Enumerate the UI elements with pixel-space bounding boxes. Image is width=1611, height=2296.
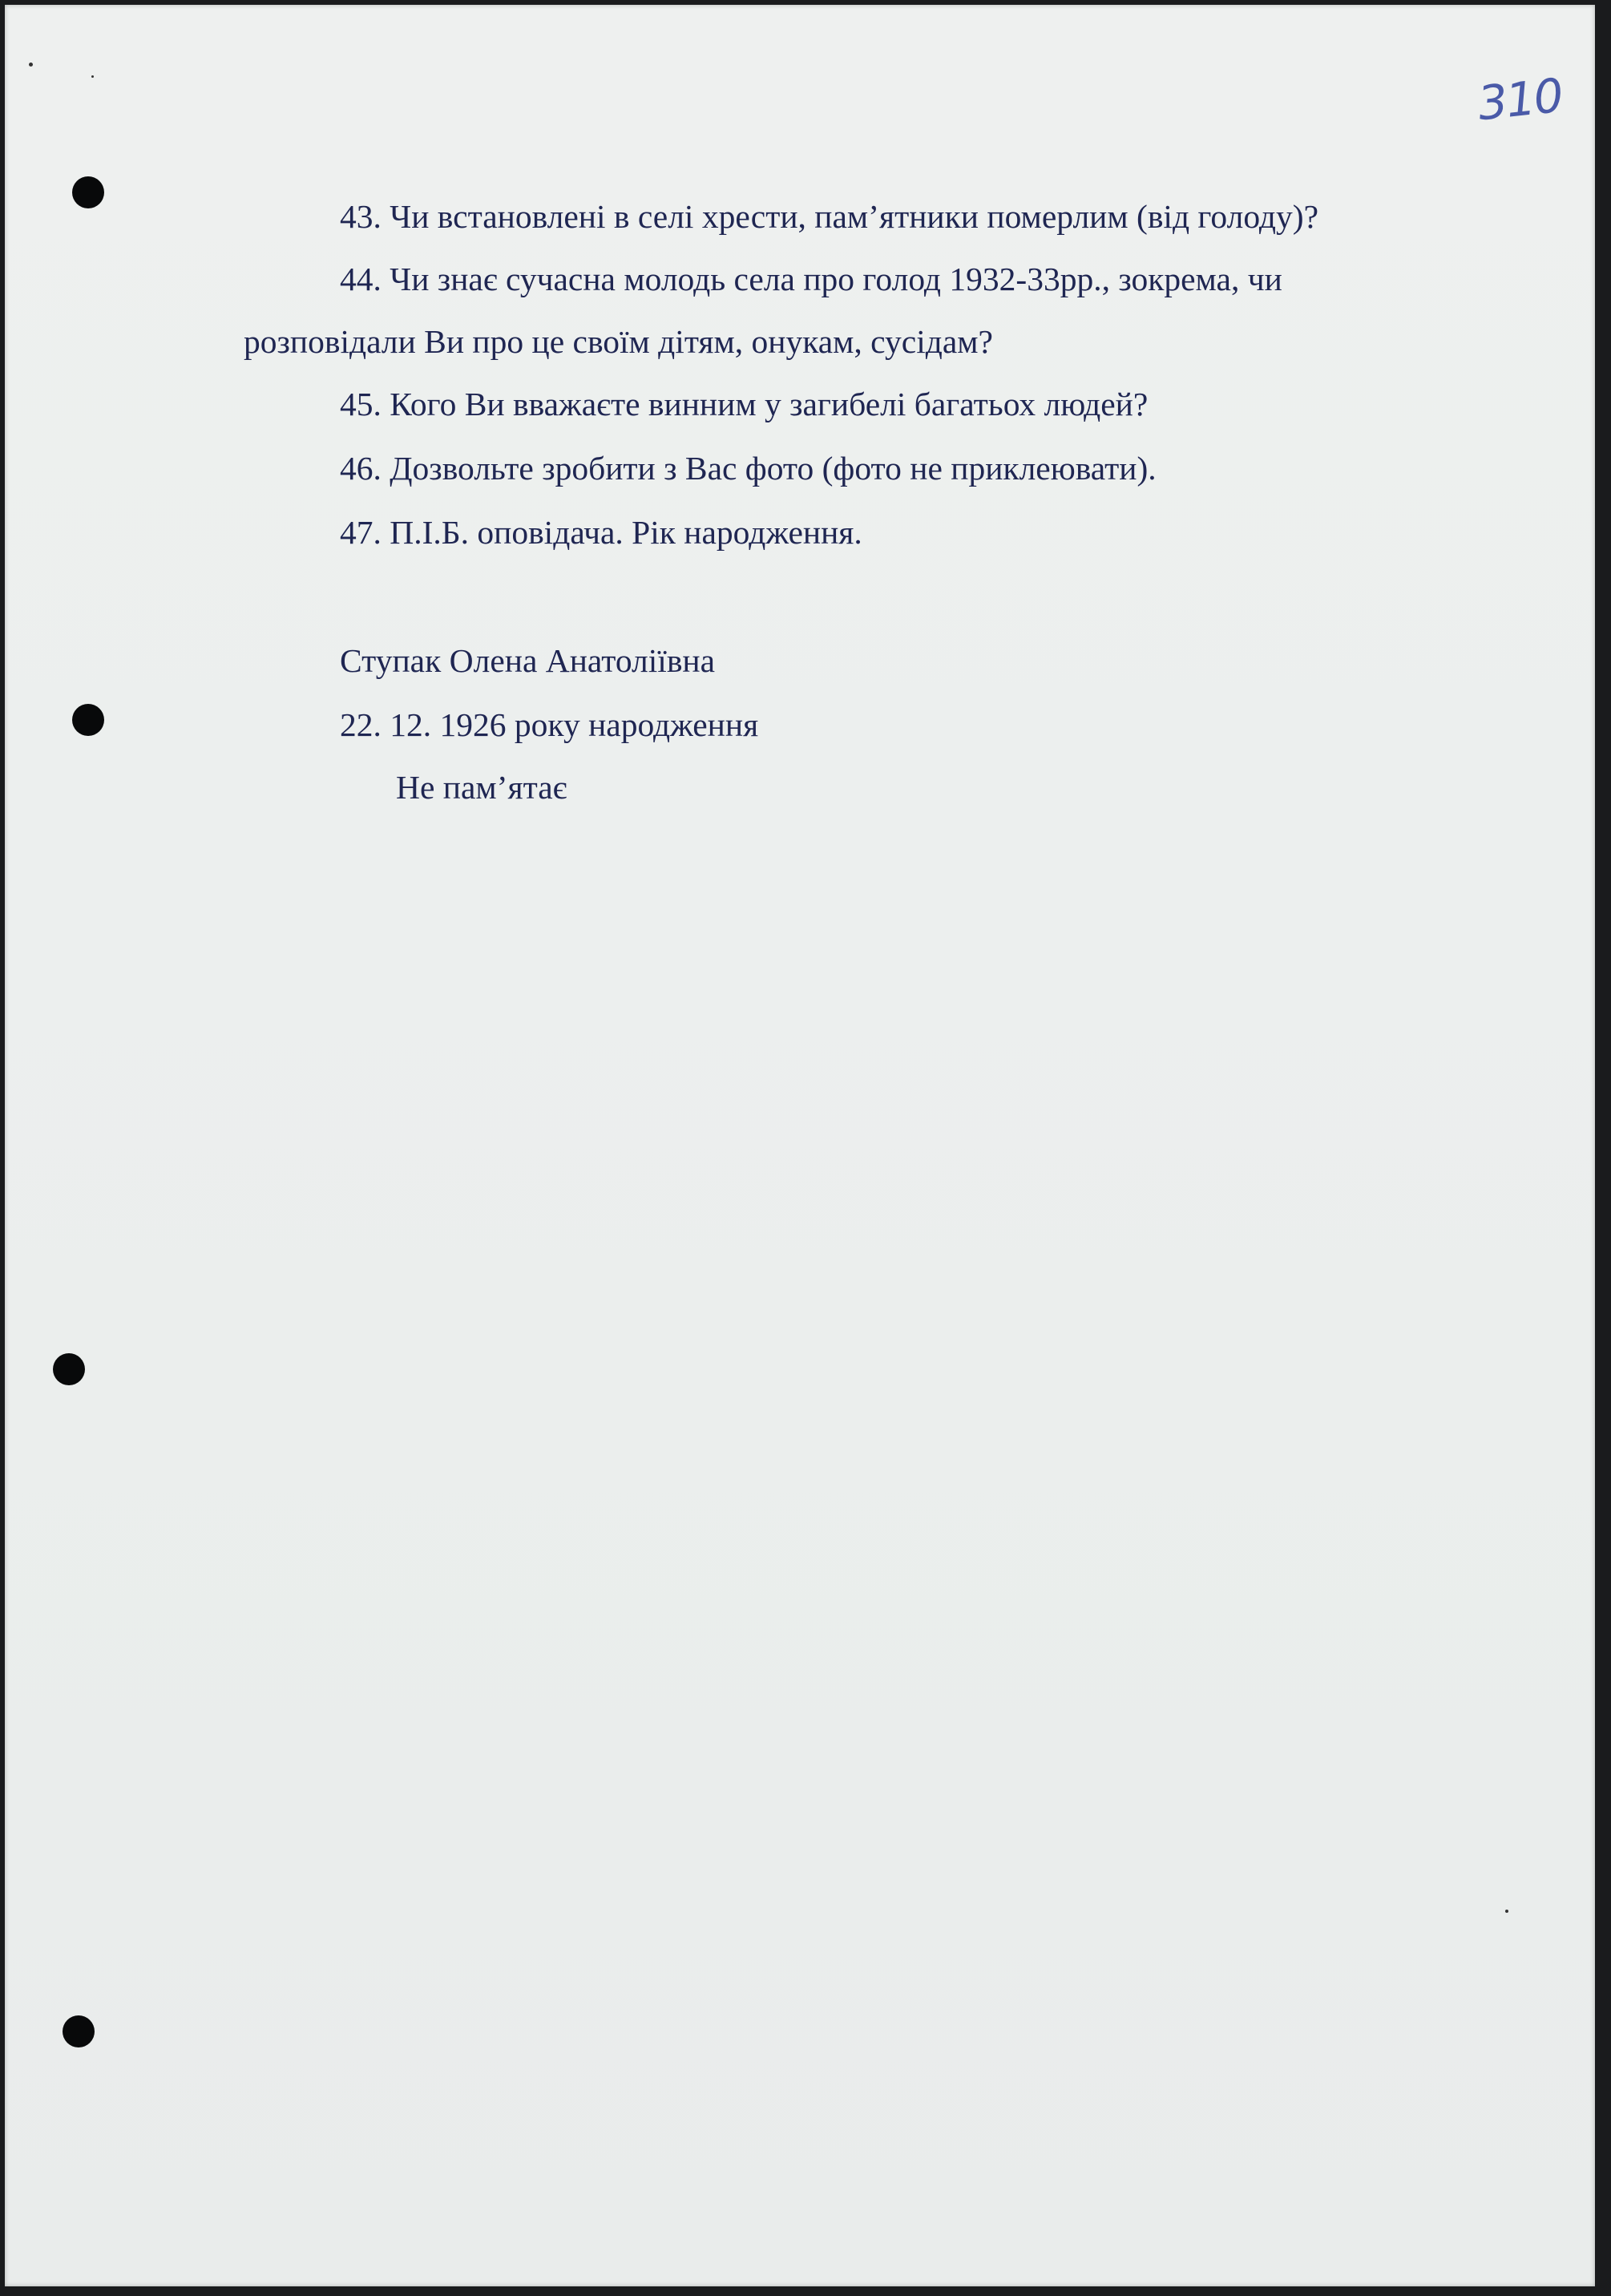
punch-hole-1: [72, 176, 104, 208]
speck: [29, 63, 33, 67]
narrator-birth-date: 22. 12. 1926 року народження: [340, 706, 759, 743]
punch-hole-2: [72, 704, 104, 736]
punch-hole-3: [53, 1353, 85, 1385]
question-45: 45. Кого Ви вважаєте винним у загибелі багатьох людей?: [340, 386, 1149, 422]
punch-hole-4: [63, 2015, 95, 2047]
handwritten-page-number: 310: [1475, 67, 1565, 131]
question-46: 46. Дозвольте зробити з Вас фото (фото не приклеювати).: [340, 450, 1157, 487]
question-47: 47. П.І.Б. оповідача. Рік народження.: [340, 514, 862, 551]
document-page: [5, 5, 1595, 2286]
question-44-line-2: розповідали Ви про це своїм дітям, онукам, сусідам?: [244, 323, 993, 360]
question-43: 43. Чи встановлені в селі хрести, пам’ятники померлим (від голоду)?: [340, 198, 1318, 235]
question-44-line-1: 44. Чи знає сучасна молодь села про голод 1932-33рр., зокрема, чи: [340, 261, 1282, 297]
speck: [91, 75, 94, 78]
narrator-answer: Не пам’ятає: [396, 769, 567, 806]
speck: [1505, 1910, 1508, 1913]
narrator-name: Ступак Олена Анатоліївна: [340, 642, 716, 679]
